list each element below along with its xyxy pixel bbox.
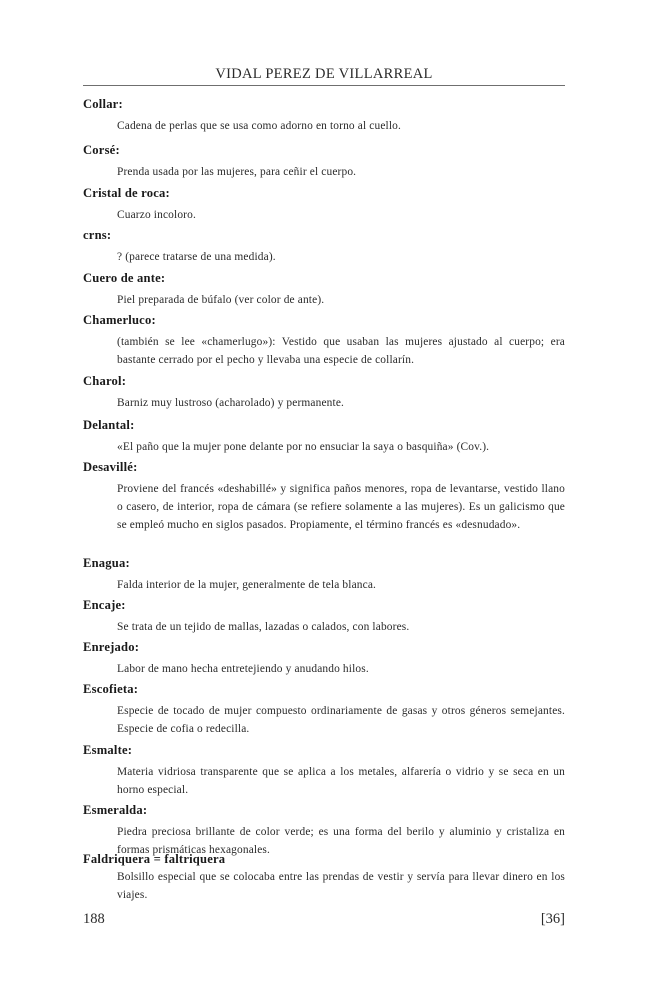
running-header: VIDAL PEREZ DE VILLARREAL [215,66,433,82]
glossary-entry [83,460,565,534]
entry-definition: Se trata de un tejido de mallas, lazadas o calados, con labores. [117,621,410,633]
entry-term: Enagua: [83,556,130,570]
entry-term: Delantal: [83,418,135,432]
glossary-entry [83,143,565,181]
glossary-entry [83,852,565,904]
page-number: 188 [83,911,105,927]
glossary-entry [83,418,565,456]
glossary-entry [83,743,565,799]
glossary-entry [83,271,565,309]
entry-term: Corsé: [83,143,120,157]
section-number: [36] [540,911,565,927]
entry-term: Collar: [83,97,123,111]
entry-term: Charol: [83,374,127,388]
entry-term: crns: [83,228,112,242]
glossary-entry [83,228,565,266]
entry-definition: Piedra preciosa brillante de color verde; es una forma del berilo y aluminio y cristaliza en formas prismáticas hexagonales. [117,826,565,856]
glossary-entry [83,598,565,636]
entry-definition: Materia vidriosa transparente que se aplica a los metales, alfarería o vidrio y se seca en un horno especial. [117,766,565,796]
entry-definition: Especie de tocado de mujer compuesto ordinariamente de gasas y otros géneros semejantes. Especie de cofia o redecilla. [117,705,565,735]
entry-definition: Cadena de perlas que se usa como adorno en torno al cuello. [117,120,402,132]
glossary-entry [83,803,565,859]
glossary-entry [83,640,565,678]
header-rule [83,85,565,86]
glossary-entry [83,313,565,369]
glossary-entry [83,97,565,135]
entry-definition: Falda interior de la mujer, generalmente de tela blanca. [117,579,377,591]
entry-definition: (también se lee «chamerlugo»): Vestido que usaban las mujeres ajustado al cuerpo; era bastante cerrado por el pecho y llevaba una especie de collarín. [117,336,565,366]
entry-definition: Bolsillo especial que se colocaba entre las prendas de vestir y servía para llevar dinero en los viajes. [117,871,565,901]
entry-term: Escofieta: [83,682,139,696]
entry-term: Enrejado: [83,640,140,654]
glossary-entry [83,374,565,412]
entry-definition: Piel preparada de búfalo (ver color de ante). [117,294,325,306]
entry-term: Faldriquera = faltriquera [83,852,226,866]
entry-term: Chamerluco: [83,313,156,327]
entry-term: Esmalte: [83,743,133,757]
entry-definition: ? (parece tratarse de una medida). [117,251,276,263]
entry-definition: Barniz muy lustroso (acharolado) y permanente. [117,397,345,409]
entry-definition: Cuarzo incoloro. [117,209,196,221]
glossary-entry [83,682,565,738]
entry-definition: Proviene del francés «deshabillé» y significa paños menores, ropa de levantarse, vestido llano o casero, de interior, ropa de cámara (se refiere solamente a las mujeres). Es un galicismo que se empleó mucho en siglos pasados. Propiamente, el término francés es «desnudado». [117,483,565,531]
entry-definition: Labor de mano hecha entretejiendo y anudando hilos. [117,663,369,675]
entry-term: Cristal de roca: [83,186,170,200]
entry-definition: Prenda usada por las mujeres, para ceñir el cuerpo. [117,166,357,178]
entry-term: Esmeralda: [83,803,148,817]
entry-term: Encaje: [83,598,126,612]
glossary-entry [83,556,565,594]
glossary-entry [83,186,565,224]
entry-term: Cuero de ante: [83,271,166,285]
entry-definition: «El paño que la mujer pone delante por no ensuciar la saya o basquiña» (Cov.). [117,441,490,453]
entry-term: Desavillé: [83,460,138,474]
